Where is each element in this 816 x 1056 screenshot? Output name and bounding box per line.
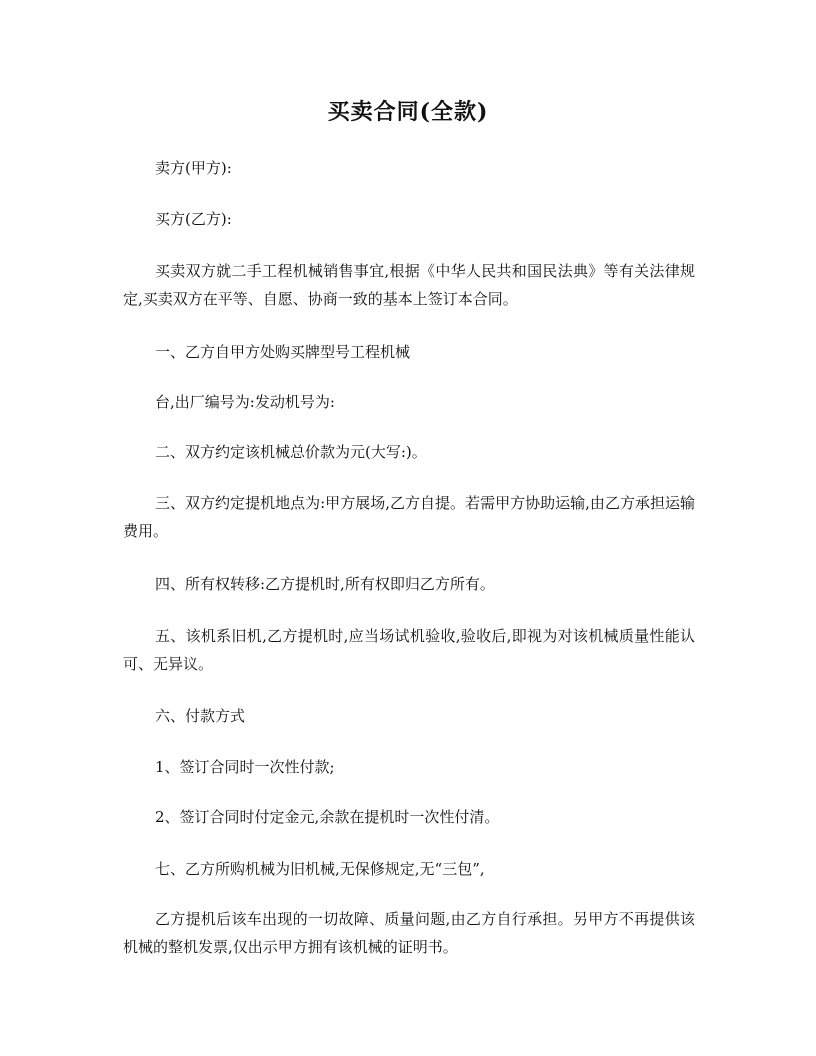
buyer-party-line: 买方(乙方):	[155, 210, 232, 228]
clause-7-paragraph: 七、乙方所购机械为旧机械,无保修规定,无“三包”,	[155, 860, 485, 878]
payment-option-1: 1、签订合同时一次性付款;	[155, 758, 335, 776]
document-title: 买卖合同(全款)	[327, 99, 489, 125]
clause-7-continuation: 乙方提机后该车出现的一切故障、质量问题,由乙方自行承担。另甲方不再提供该机械的整机发票,仅出示甲方拥有该机械的证明书。	[123, 910, 695, 956]
clause-1-paragraph: 一、乙方自甲方处购买牌型号工程机械	[155, 343, 411, 361]
clause-6-heading: 六、付款方式	[155, 707, 246, 725]
seller-party-line: 卖方(甲方):	[155, 159, 232, 177]
clause-1-continuation: 台,出厂编号为:发动机号为:	[155, 393, 335, 411]
clause-2-paragraph: 二、双方约定该机械总价款为元(大写:)。	[155, 443, 427, 461]
clause-4-paragraph: 四、所有权转移:乙方提机时,所有权即归乙方所有。	[155, 575, 495, 593]
clause-3-paragraph: 三、双方约定提机地点为:甲方展场,乙方自提。若需甲方协助运输,由乙方承担运输费用。	[123, 494, 695, 540]
clause-5-paragraph: 五、该机系旧机,乙方提机时,应当场试机验收,验收后,即视为对该机械质量性能认可、无异议。	[123, 627, 695, 673]
preamble-paragraph: 买卖双方就二手工程机械销售事宜,根据《中华人民共和国民法典》等有关法律规定,买卖双方在平等、自愿、协商一致的基本上签订本合同。	[123, 262, 695, 308]
payment-option-2: 2、签订合同时付定金元,余款在提机时一次性付清。	[155, 808, 500, 826]
